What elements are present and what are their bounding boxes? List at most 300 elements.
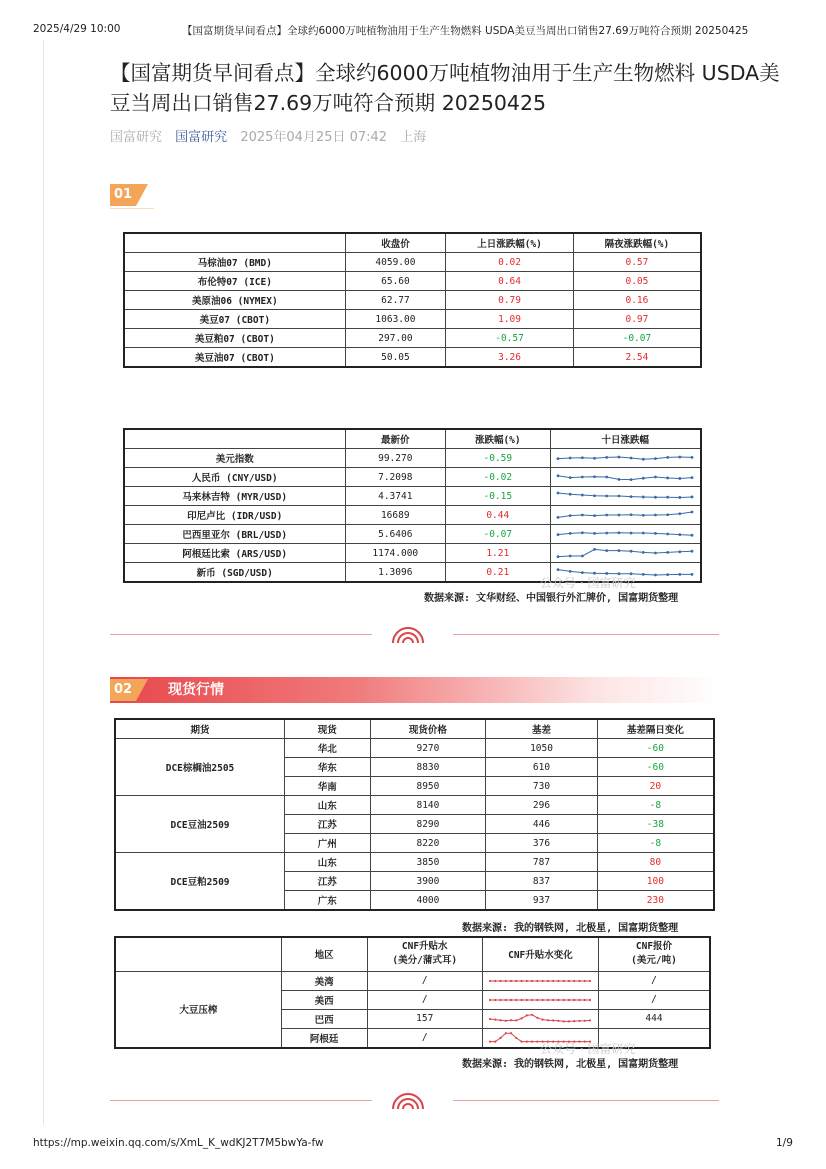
currency-name: 新币 (SGD/USD) xyxy=(124,563,345,583)
cnf-quote: / xyxy=(598,971,710,990)
sparkline-point xyxy=(654,496,657,499)
table-row xyxy=(115,971,710,990)
sparkline-point xyxy=(557,492,560,495)
sparkline-point xyxy=(495,998,497,1000)
spot-price: 8220 xyxy=(370,834,486,853)
sparkline-point xyxy=(606,476,609,479)
sparkline xyxy=(552,450,698,466)
sparkline-point xyxy=(666,533,669,536)
sparkline-point xyxy=(679,573,682,576)
prev-change: -0.57 xyxy=(446,329,574,348)
table-row xyxy=(124,468,701,487)
table-row xyxy=(124,544,701,563)
sparkline-point xyxy=(630,478,633,481)
sparkline-point xyxy=(547,979,549,981)
sparkline-point xyxy=(666,573,669,576)
sparkline-line xyxy=(558,512,692,517)
sparkline-point xyxy=(606,532,609,535)
table-row xyxy=(124,525,701,544)
sparkline-point xyxy=(593,494,596,497)
sparkline-point xyxy=(589,998,591,1000)
sparkline-point xyxy=(526,1040,528,1042)
table3-header-basis: 基差 xyxy=(486,719,598,739)
sparkline-point xyxy=(521,998,523,1000)
sparkline-point xyxy=(542,1018,544,1020)
latest-price: 7.2098 xyxy=(345,468,446,487)
sparkline-point xyxy=(579,998,581,1000)
sparkline-point xyxy=(568,979,570,981)
sparkline-point xyxy=(563,1020,565,1022)
spot-region: 广州 xyxy=(284,834,370,853)
sparkline-point xyxy=(569,532,572,535)
change-pct: -0.15 xyxy=(446,487,550,506)
instrument-name: 美原油06 (NYMEX) xyxy=(124,291,345,310)
sparkline-point xyxy=(500,998,502,1000)
cnf-region: 巴西 xyxy=(281,1009,367,1028)
sparkline-point xyxy=(581,494,584,497)
cnf-change-sparkline-cell xyxy=(482,1009,598,1028)
publish-date: 2025年04月25日 07:42 xyxy=(240,130,388,145)
sparkline-point xyxy=(505,1032,507,1034)
sparkline-point xyxy=(691,550,694,553)
sparkline-point xyxy=(606,456,609,459)
change-pct: -0.02 xyxy=(446,468,550,487)
sparkline-point xyxy=(558,1019,560,1021)
table1-header-close: 收盘价 xyxy=(345,233,446,253)
table2-header-price: 最新价 xyxy=(345,429,446,449)
ten-day-sparkline-cell xyxy=(550,449,701,468)
sparkline-point xyxy=(642,573,645,576)
sparkline-point xyxy=(500,1019,502,1021)
close-price: 62.77 xyxy=(345,291,446,310)
night-change: 0.57 xyxy=(573,253,701,272)
sparkline-point xyxy=(553,1019,555,1021)
sparkline-point xyxy=(531,998,533,1000)
sparkline-point xyxy=(568,998,570,1000)
cnf-premium: / xyxy=(367,1028,482,1048)
currency-name: 人民币 (CNY/USD) xyxy=(124,468,345,487)
table2-header-blank xyxy=(124,429,345,449)
sparkline-point xyxy=(618,456,621,459)
sparkline-point xyxy=(666,496,669,499)
divider-right xyxy=(453,634,719,635)
basis: 446 xyxy=(486,815,598,834)
basis: 937 xyxy=(486,891,598,911)
change-pct: 0.44 xyxy=(446,506,550,525)
sparkline-point xyxy=(510,1032,512,1034)
sparkline xyxy=(484,973,596,989)
sparkline-point xyxy=(489,1040,491,1042)
sparkline-point xyxy=(553,979,555,981)
future-contract: DCE豆粕2509 xyxy=(115,853,284,911)
sparkline-point xyxy=(654,476,657,479)
table-row xyxy=(115,739,714,758)
sparkline-point xyxy=(558,998,560,1000)
table3-header-basis-change: 基差隔日变化 xyxy=(597,719,714,739)
table-row xyxy=(115,853,714,872)
sparkline-point xyxy=(654,514,657,517)
print-url[interactable]: https://mp.weixin.qq.com/s/XmL_K_wdKJ2T7M5bwYa-fw xyxy=(33,1137,324,1149)
section-number-02: 02 xyxy=(110,679,136,701)
sparkline-point xyxy=(537,1016,539,1018)
latest-price: 16689 xyxy=(345,506,446,525)
close-price: 4059.00 xyxy=(345,253,446,272)
sparkline-point xyxy=(510,1019,512,1021)
crush-group: 大豆压榨 xyxy=(115,971,281,1048)
account-link[interactable]: 国富研究 xyxy=(175,130,228,145)
sparkline xyxy=(552,507,698,523)
basis-change: -8 xyxy=(597,796,714,815)
sparkline-point xyxy=(563,979,565,981)
section-title-bar: 现货行情 xyxy=(110,677,720,703)
cnf-premium: / xyxy=(367,971,482,990)
sparkline-point xyxy=(569,476,572,479)
spot-region: 华北 xyxy=(284,739,370,758)
sparkline-point xyxy=(495,1018,497,1020)
future-contract: DCE棕榈油2505 xyxy=(115,739,284,796)
sparkline-point xyxy=(581,531,584,534)
latest-price: 4.3741 xyxy=(345,487,446,506)
sparkline-point xyxy=(489,1017,491,1019)
page-margin-line xyxy=(43,40,44,1125)
sparkline-point xyxy=(581,514,584,517)
divider-left-2 xyxy=(110,1100,372,1101)
print-page-number: 1/9 xyxy=(776,1137,793,1149)
change-pct: -0.59 xyxy=(446,449,550,468)
cnf-region: 阿根廷 xyxy=(281,1028,367,1048)
sparkline-point xyxy=(489,979,491,981)
sparkline-point xyxy=(606,549,609,552)
sparkline-point xyxy=(593,548,596,551)
instrument-name: 马棕油07 (BMD) xyxy=(124,253,345,272)
sparkline-point xyxy=(516,1036,518,1038)
sparkline-point xyxy=(542,979,544,981)
sparkline-point xyxy=(679,496,682,499)
change-pct: 1.21 xyxy=(446,544,550,563)
spot-region: 广东 xyxy=(284,891,370,911)
sparkline-point xyxy=(606,514,609,517)
cnf-quote: / xyxy=(598,990,710,1009)
ten-day-sparkline-cell xyxy=(550,544,701,563)
basis-change: 80 xyxy=(597,853,714,872)
table-row xyxy=(124,310,701,329)
table4-source: 数据来源: 我的钢铁网, 北极星, 国富期货整理 xyxy=(462,1059,679,1070)
close-price: 50.05 xyxy=(345,348,446,368)
article-meta xyxy=(110,126,435,145)
sparkline xyxy=(484,1011,596,1027)
sparkline-point xyxy=(691,496,694,499)
future-contract: DCE豆油2509 xyxy=(115,796,284,853)
sparkline-point xyxy=(505,979,507,981)
cnf-premium: / xyxy=(367,990,482,1009)
night-change: 0.97 xyxy=(573,310,701,329)
sparkline-point xyxy=(691,456,694,459)
table3-header-price: 现货价格 xyxy=(370,719,486,739)
sparkline-point xyxy=(542,998,544,1000)
sparkline-point xyxy=(579,979,581,981)
spot-region: 江苏 xyxy=(284,872,370,891)
sparkline-point xyxy=(574,1020,576,1022)
currency-name: 阿根廷比索 (ARS/USD) xyxy=(124,544,345,563)
basis: 730 xyxy=(486,777,598,796)
sparkline-point xyxy=(547,1019,549,1021)
sparkline xyxy=(552,526,698,542)
sparkline-point xyxy=(581,456,584,459)
basis-change: 100 xyxy=(597,872,714,891)
cloud-ornament-icon xyxy=(389,621,427,645)
sparkline-point xyxy=(581,476,584,479)
basis: 1050 xyxy=(486,739,598,758)
night-change: 0.16 xyxy=(573,291,701,310)
change-pct: 0.21 xyxy=(446,563,550,583)
sparkline xyxy=(552,545,698,561)
table-row xyxy=(124,449,701,468)
sparkline-point xyxy=(642,477,645,480)
cloud-ornament-icon xyxy=(389,1087,427,1111)
sparkline-point xyxy=(500,1036,502,1038)
sparkline-point xyxy=(691,476,694,479)
sparkline-point xyxy=(510,979,512,981)
sparkline-point xyxy=(537,998,539,1000)
spot-region: 江苏 xyxy=(284,815,370,834)
sparkline-point xyxy=(630,457,633,460)
section-underline xyxy=(110,208,154,209)
sparkline-point xyxy=(584,998,586,1000)
sparkline-point xyxy=(505,998,507,1000)
publish-location: 上海 xyxy=(400,130,427,145)
currency-name: 美元指数 xyxy=(124,449,345,468)
sparkline-point xyxy=(589,979,591,981)
table2-header-sparkline: 十日涨跌幅 xyxy=(550,429,701,449)
sparkline-point xyxy=(526,979,528,981)
cnf-region: 美湾 xyxy=(281,971,367,990)
sparkline-point xyxy=(642,514,645,517)
sparkline-point xyxy=(557,474,560,477)
sparkline-point xyxy=(569,555,572,558)
basis-change: 230 xyxy=(597,891,714,911)
sparkline-point xyxy=(679,550,682,553)
instrument-name: 美豆油07 (CBOT) xyxy=(124,348,345,368)
sparkline-point xyxy=(666,513,669,516)
prev-change: 1.09 xyxy=(446,310,574,329)
sparkline-point xyxy=(557,533,560,536)
basis-change: -60 xyxy=(597,758,714,777)
sparkline-point xyxy=(489,998,491,1000)
divider-left xyxy=(110,634,372,635)
print-datetime: 2025/4/29 10:00 xyxy=(33,23,121,35)
sparkline-point xyxy=(557,516,560,519)
sparkline-point xyxy=(495,1040,497,1042)
table4-header-region: 地区 xyxy=(281,937,367,971)
change-pct: -0.07 xyxy=(446,525,550,544)
sparkline-point xyxy=(521,1040,523,1042)
watermark-2: 公众号 · 国富研究 xyxy=(540,1042,636,1056)
spot-region: 华东 xyxy=(284,758,370,777)
close-price: 297.00 xyxy=(345,329,446,348)
sparkline-point xyxy=(553,998,555,1000)
sparkline-point xyxy=(505,1019,507,1021)
table3-source: 数据来源: 我的钢铁网, 北极星, 国富期货整理 xyxy=(462,923,679,934)
basis-change: 20 xyxy=(597,777,714,796)
section-number-01: 01 xyxy=(110,184,136,206)
table2-header-change: 涨跌幅(%) xyxy=(446,429,550,449)
spot-price: 4000 xyxy=(370,891,486,911)
table3-header-future: 期货 xyxy=(115,719,284,739)
sparkline-line xyxy=(558,549,692,556)
sparkline-point xyxy=(691,511,694,514)
table4-header-cnf: CNF升贴水 (美分/蒲式耳) xyxy=(367,937,482,971)
sparkline-point xyxy=(537,1040,539,1042)
sparkline-point xyxy=(691,534,694,537)
fx-table xyxy=(123,428,702,583)
sparkline-point xyxy=(630,513,633,516)
latest-price: 5.6406 xyxy=(345,525,446,544)
sparkline-line xyxy=(558,476,692,480)
sparkline-point xyxy=(679,512,682,515)
sparkline xyxy=(552,469,698,485)
table-row xyxy=(124,272,701,291)
sparkline-point xyxy=(666,551,669,554)
sparkline-point xyxy=(666,456,669,459)
sparkline-point xyxy=(557,457,560,460)
table4-header-quote: CNF报价 (美元/吨) xyxy=(598,937,710,971)
sparkline xyxy=(552,488,698,504)
print-title: 【国富期货早间看点】全球约6000万吨植物油用于生产生物燃料 USDA美豆当周出口销售27.69万吨符合预期 20250425 xyxy=(182,25,749,37)
sparkline-point xyxy=(569,457,572,460)
sparkline-point xyxy=(618,478,621,481)
spot-price: 8290 xyxy=(370,815,486,834)
instrument-name: 美豆粕07 (CBOT) xyxy=(124,329,345,348)
sparkline-point xyxy=(557,568,560,571)
sparkline-point xyxy=(500,979,502,981)
sparkline-point xyxy=(531,1040,533,1042)
table-row xyxy=(124,253,701,272)
sparkline-point xyxy=(495,979,497,981)
sparkline-point xyxy=(593,457,596,460)
sparkline-point xyxy=(654,532,657,535)
sparkline-point xyxy=(563,998,565,1000)
sparkline-point xyxy=(526,1014,528,1016)
sparkline-point xyxy=(654,552,657,555)
table1-header-night-change: 隔夜涨跌幅(%) xyxy=(573,233,701,253)
table-row xyxy=(124,487,701,506)
cnf-region: 美西 xyxy=(281,990,367,1009)
currency-name: 印尼卢比 (IDR/USD) xyxy=(124,506,345,525)
close-price: 65.60 xyxy=(345,272,446,291)
sparkline-point xyxy=(618,495,621,498)
sparkline-point xyxy=(574,998,576,1000)
sparkline-point xyxy=(618,514,621,517)
cnf-quote: 444 xyxy=(598,1009,710,1028)
ten-day-sparkline-cell xyxy=(550,506,701,525)
sparkline-point xyxy=(642,551,645,554)
sparkline-point xyxy=(537,979,539,981)
spot-region: 山东 xyxy=(284,796,370,815)
spot-region: 山东 xyxy=(284,853,370,872)
ten-day-sparkline-cell xyxy=(550,525,701,544)
sparkline-point xyxy=(526,998,528,1000)
sparkline-point xyxy=(547,998,549,1000)
table-row xyxy=(124,291,701,310)
basis: 837 xyxy=(486,872,598,891)
sparkline-point xyxy=(521,1017,523,1019)
sparkline-point xyxy=(593,514,596,517)
table1-header-prev-change: 上日涨跌幅(%) xyxy=(446,233,574,253)
spot-price: 8830 xyxy=(370,758,486,777)
divider-right-2 xyxy=(453,1100,719,1101)
prev-change: 0.02 xyxy=(446,253,574,272)
sparkline-point xyxy=(557,555,560,558)
sparkline-point xyxy=(569,493,572,496)
cnf-premium: 157 xyxy=(367,1009,482,1028)
sparkline-point xyxy=(579,1019,581,1021)
basis: 296 xyxy=(486,796,598,815)
sparkline-point xyxy=(531,979,533,981)
sparkline-point xyxy=(558,979,560,981)
table2-source: 数据来源: 文华财经、中国银行外汇牌价, 国富期货整理 xyxy=(424,593,679,604)
article-title: 【国富期货早间看点】全球约6000万吨植物油用于生产生物燃料 USDA美豆当周出口销售27.69万吨符合预期 20250425 xyxy=(110,61,780,115)
sparkline-point xyxy=(654,457,657,460)
sparkline-point xyxy=(510,998,512,1000)
latest-price: 99.270 xyxy=(345,449,446,468)
sparkline-point xyxy=(679,477,682,480)
table-row xyxy=(124,348,701,368)
sparkline-point xyxy=(589,1019,591,1021)
instrument-name: 布伦特07 (ICE) xyxy=(124,272,345,291)
table4-header-blank xyxy=(115,937,281,971)
latest-price: 1.3096 xyxy=(345,563,446,583)
prev-change: 0.64 xyxy=(446,272,574,291)
futures-close-table xyxy=(123,232,702,368)
table3-header-spot: 现货 xyxy=(284,719,370,739)
sparkline-point xyxy=(630,495,633,498)
cnf-change-sparkline-cell xyxy=(482,990,598,1009)
sparkline-point xyxy=(618,531,621,534)
basis-change: -38 xyxy=(597,815,714,834)
sparkline xyxy=(484,992,596,1008)
close-price: 1063.00 xyxy=(345,310,446,329)
watermark: 公众号 · 国富研究 xyxy=(540,576,636,590)
sparkline-point xyxy=(574,979,576,981)
sparkline-point xyxy=(691,573,694,576)
sparkline-point xyxy=(654,574,657,577)
prev-change: 0.79 xyxy=(446,291,574,310)
sparkline-point xyxy=(606,495,609,498)
currency-name: 巴西里亚尔 (BRL/USD) xyxy=(124,525,345,544)
basis: 610 xyxy=(486,758,598,777)
sparkline-point xyxy=(642,532,645,535)
sparkline-point xyxy=(584,1019,586,1021)
sparkline-point xyxy=(516,1019,518,1021)
cnf-table xyxy=(114,936,711,1049)
table-row xyxy=(124,329,701,348)
table-row xyxy=(124,506,701,525)
sparkline-point xyxy=(679,456,682,459)
sparkline-line xyxy=(558,533,692,535)
sparkline-point xyxy=(584,979,586,981)
sparkline-point xyxy=(569,514,572,517)
sparkline-point xyxy=(642,496,645,499)
table-row xyxy=(115,796,714,815)
sparkline-point xyxy=(630,550,633,553)
sparkline-point xyxy=(521,979,523,981)
sparkline-point xyxy=(630,532,633,535)
sparkline-point xyxy=(516,979,518,981)
sparkline-point xyxy=(618,549,621,552)
basis: 376 xyxy=(486,834,598,853)
night-change: 2.54 xyxy=(573,348,701,368)
spot-price: 3900 xyxy=(370,872,486,891)
